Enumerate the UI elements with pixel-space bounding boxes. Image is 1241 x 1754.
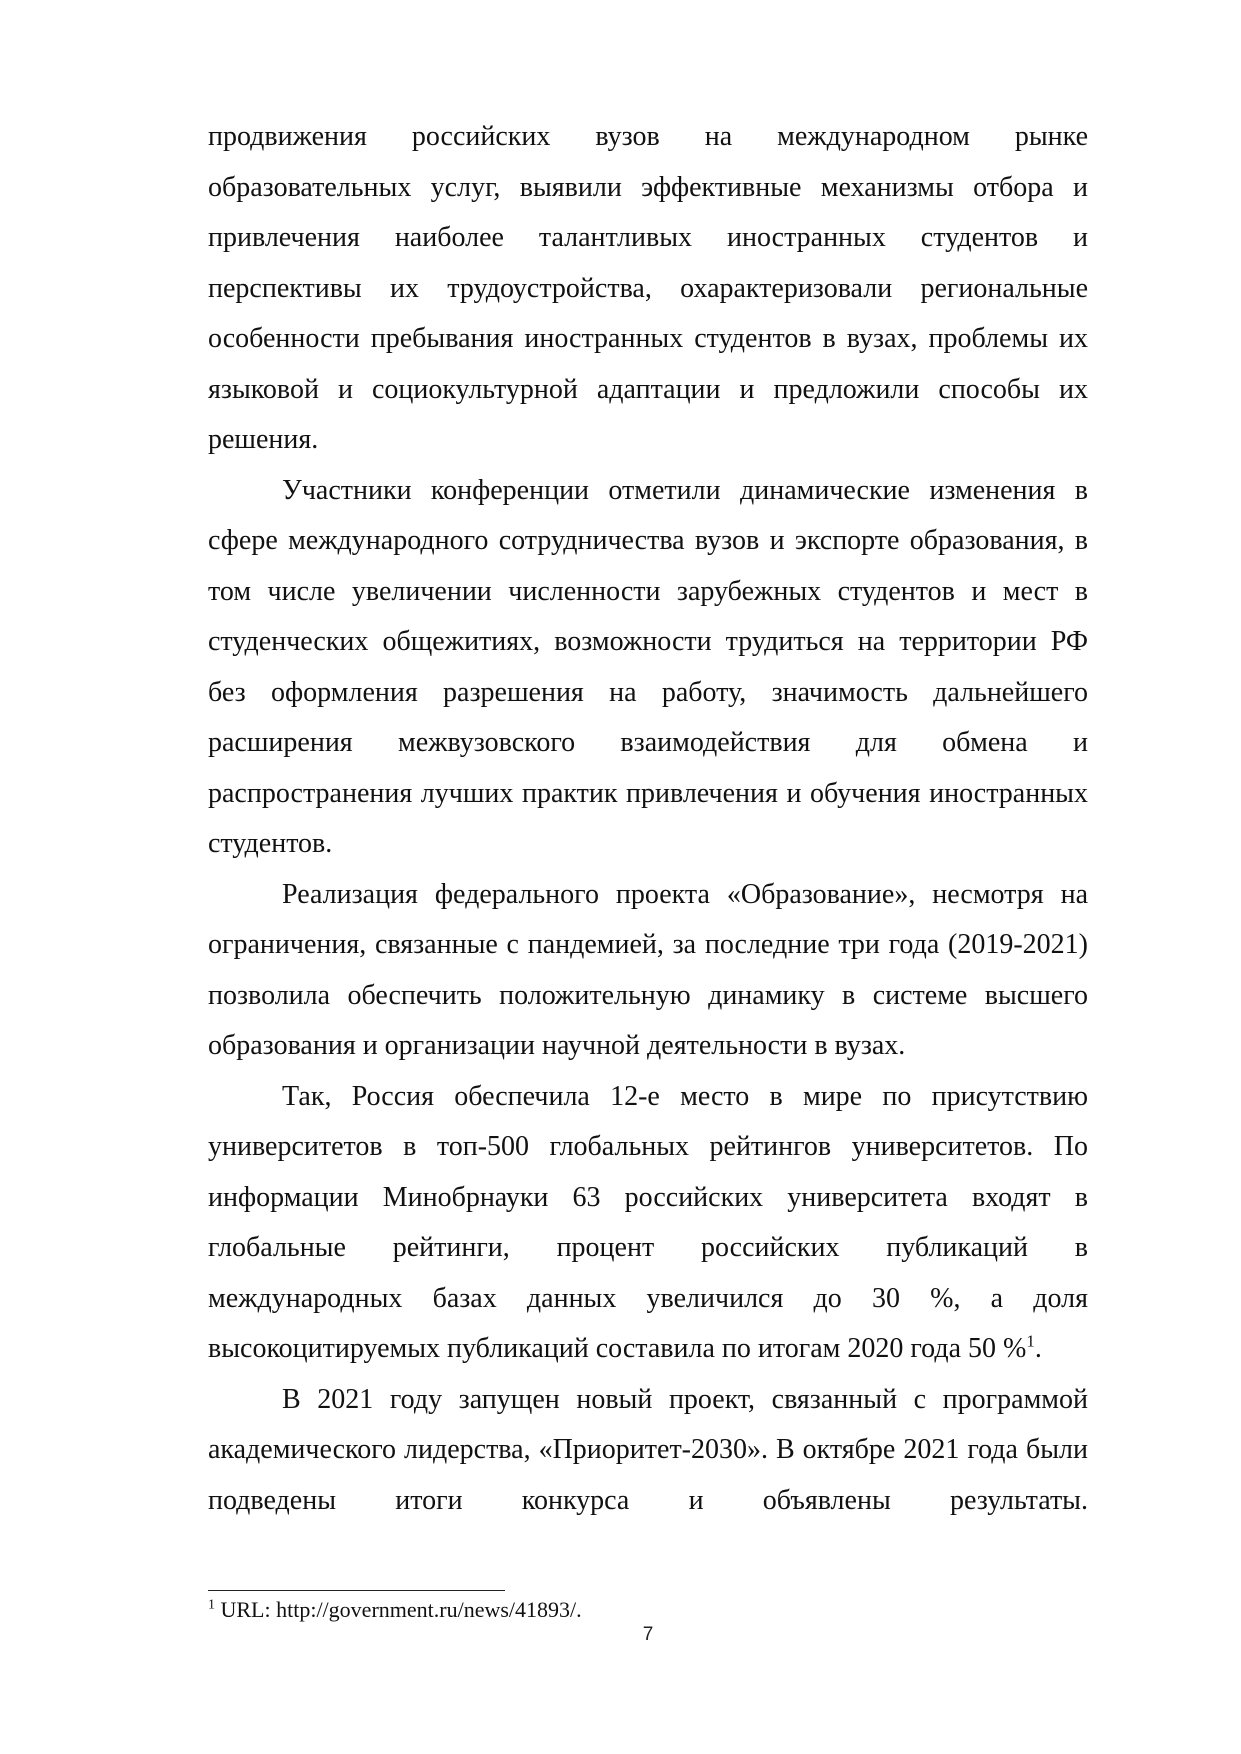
paragraph-rankings-text: Так, Россия обеспечила 12-е место в мире по присутствию университетов в топ-500 глобальных рейтингов университетов. По информации Минобрнауки 63 российских университета входят в глобальные рейтинги, процент российских публикаций в международных базах данных увеличился до 30 %, а доля высокоцитируемых публикаций составила по итогам 2020 года 50 % (208, 1080, 1088, 1364)
paragraph-rankings-trailing: . (1034, 1333, 1042, 1364)
paragraph-federal-project: Реализация федерального проекта «Образование», несмотря на ограничения, связанные с пандемией, за последние три года (2019-2021) позволила обеспечить положительную динамику в системе высшего образования и организации научной деятельности в вузах. (208, 878, 1088, 1061)
paragraph-continuation: продвижения российских вузов на международном рынке образовательных услуг, выявили эффективные механизмы отбора и привлечения наиболее талантливых иностранных студентов и перспективы их трудоустройства, охарактеризовали региональные особенности пребывания иностранных студентов в вузах, проблемы их языковой и социокультурной адаптации и предложили способы их решения. (208, 121, 1088, 455)
paragraph-priority-2030: В 2021 году запущен новый проект, связанный с программой академического лидерства, «Приоритет-2030». В октябре 2021 года были подведены итоги конкурса и объявлены результаты. (208, 1383, 1088, 1516)
footnote (208, 1594, 1088, 1626)
footnote-marker: 1 (208, 1597, 215, 1613)
page-number: 7 (642, 1624, 654, 1645)
body-text (208, 112, 1088, 1526)
paragraph-russia-rankings (208, 1072, 1088, 1375)
paragraph-conference-participants: Участники конференции отметили динамические изменения в сфере международного сотрудничества вузов и экспорте образования, в том числе увеличении численности зарубежных студентов и мест в студенческих общежитиях, возможности трудиться на территории РФ без оформления разрешения на работу, значимость дальнейшего расширения межвузовского взаимодействия для обмена и распространения лучших практик привлечения и обучения иностранных студентов. (208, 474, 1088, 859)
footnote-reference[interactable]: 1 (1026, 1331, 1035, 1351)
footnote-text: URL: http://government.ru/news/41893/. (215, 1597, 582, 1622)
footnote-separator (208, 1590, 505, 1591)
